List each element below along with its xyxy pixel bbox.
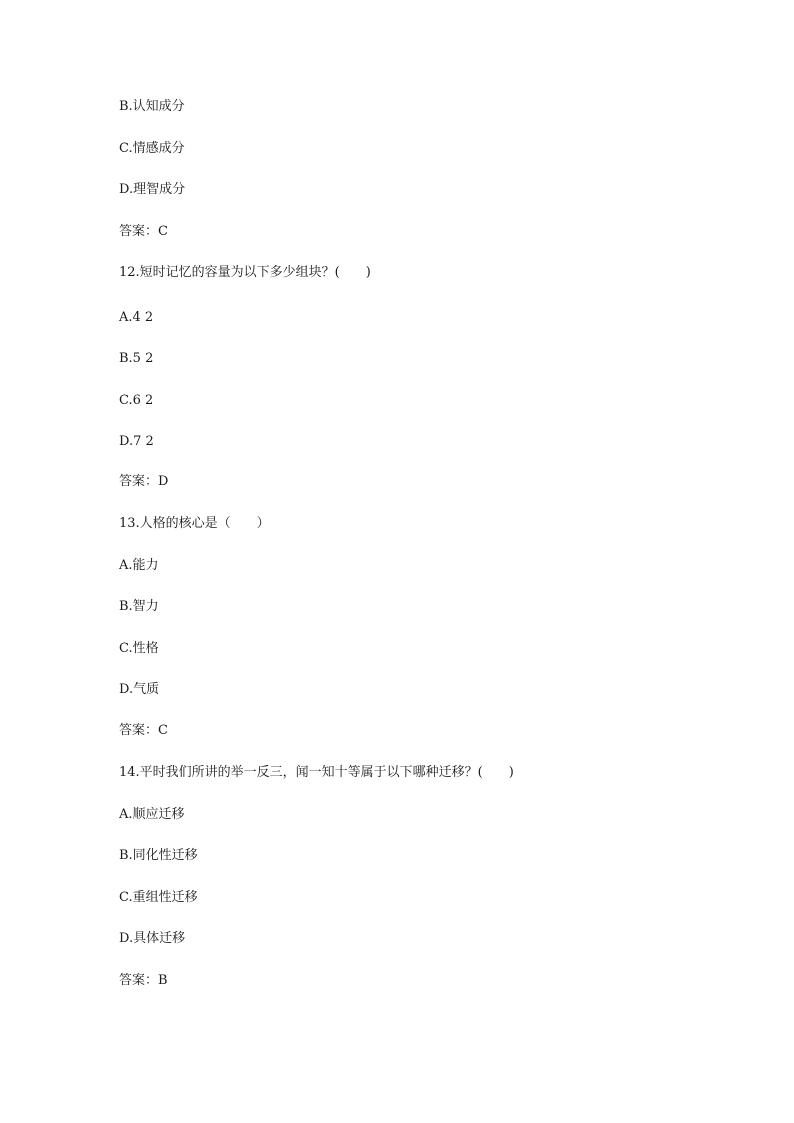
question-12: 12.短时记忆的容量为以下多少组块？( ) <box>119 265 371 280</box>
answer-q12: 答案：D <box>119 474 169 489</box>
option-d-q11: D.理智成分 <box>119 182 186 197</box>
option-c-q12: C.6 2 <box>119 393 154 408</box>
option-b-q13: B.智力 <box>119 599 159 614</box>
option-c-q13: C.性格 <box>119 641 159 656</box>
option-d-q12: D.7 2 <box>119 434 154 449</box>
answer-q13: 答案：C <box>119 723 168 738</box>
option-c-q14: C.重组性迁移 <box>119 890 198 905</box>
option-c-q11: C.情感成分 <box>119 141 185 156</box>
option-a-q13: A.能力 <box>119 558 159 573</box>
question-13: 13.人格的核心是（ ） <box>119 516 270 531</box>
option-d-q13: D.气质 <box>119 682 160 697</box>
option-b-q12: B.5 2 <box>119 351 154 366</box>
answer-q14: 答案：B <box>119 973 168 988</box>
option-a-q12: A.4 2 <box>119 310 154 325</box>
option-a-q14: A.顺应迁移 <box>119 807 185 822</box>
option-d-q14: D.具体迁移 <box>119 931 186 946</box>
option-b-q14: B.同化性迁移 <box>119 848 198 863</box>
option-b-q11: B.认知成分 <box>119 99 185 114</box>
answer-q11: 答案：C <box>119 224 168 239</box>
question-14: 14.平时我们所讲的举一反三，闻一知十等属于以下哪种迁移？( ) <box>119 765 514 780</box>
